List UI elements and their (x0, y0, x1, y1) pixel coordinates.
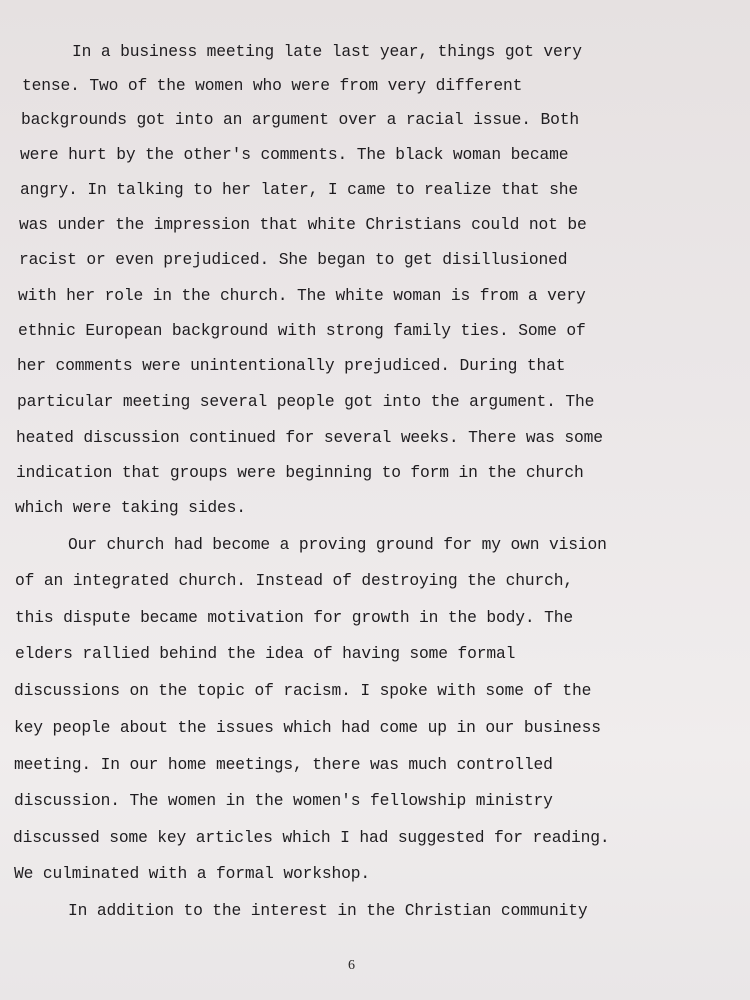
text-line: her comments were unintentionally prejudiced. During that (17, 356, 566, 375)
text-line: angry. In talking to her later, I came to realize that she (20, 180, 578, 199)
text-line: discussed some key articles which I had suggested for reading. (13, 828, 610, 847)
text-line: was under the impression that white Christians could not be (19, 215, 587, 234)
bleed-through-text (40, 2, 740, 20)
text-line: discussions on the topic of racism. I spoke with some of the (14, 681, 592, 700)
text-line: particular meeting several people got into the argument. The (17, 392, 595, 411)
text-line: indication that groups were beginning to form in the church (16, 463, 584, 482)
text-line: of an integrated church. Instead of destroying the church, (15, 571, 573, 590)
text-line: which were taking sides. (15, 498, 246, 517)
text-line: racist or even prejudiced. She began to get disillusioned (19, 250, 568, 269)
text-line: Our church had become a proving ground for my own vision (68, 535, 607, 554)
text-line: this dispute became motivation for growth in the body. The (15, 608, 573, 627)
text-line: In a business meeting late last year, things got very (72, 42, 582, 61)
text-line: with her role in the church. The white woman is from a very (18, 286, 586, 305)
page-number: 6 (348, 958, 355, 973)
text-line: meeting. In our home meetings, there was much controlled (14, 755, 553, 774)
text-line: We culminated with a formal workshop. (14, 864, 370, 883)
text-line: were hurt by the other's comments. The black woman became (20, 145, 569, 164)
text-line: discussion. The women in the women's fellowship ministry (14, 791, 553, 810)
text-line: tense. Two of the women who were from very different (22, 76, 523, 95)
text-line: backgrounds got into an argument over a racial issue. Both (21, 110, 579, 129)
text-line: ethnic European background with strong family ties. Some of (18, 321, 586, 340)
text-line: heated discussion continued for several weeks. There was some (16, 428, 603, 447)
text-line: key people about the issues which had come up in our business (14, 718, 601, 737)
text-line: In addition to the interest in the Christian community (68, 901, 588, 920)
text-line: elders rallied behind the idea of having some formal (15, 644, 516, 663)
